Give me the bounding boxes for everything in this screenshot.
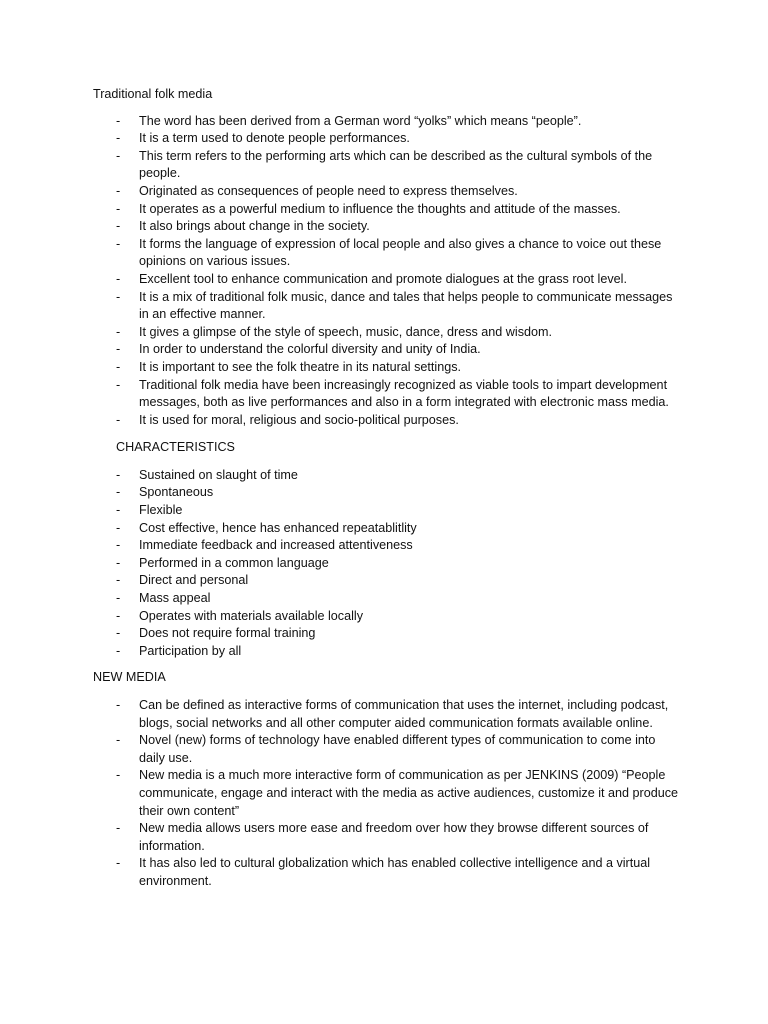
list-item	[116, 625, 683, 643]
bullet-dash: -	[116, 359, 121, 374]
list-item-text: It is used for moral, religious and socio-political purposes.	[139, 412, 459, 427]
bullet-dash: -	[116, 643, 121, 658]
list-item	[116, 537, 683, 555]
list-item	[116, 502, 683, 520]
list-item	[116, 767, 683, 820]
list-item	[116, 377, 683, 412]
bullet-dash: -	[116, 289, 121, 304]
list-item	[116, 183, 683, 201]
list-item	[116, 236, 683, 271]
list-item	[116, 590, 683, 608]
bullet-dash: -	[116, 324, 121, 339]
list-item-text: Spontaneous	[139, 485, 214, 500]
list-item	[116, 341, 683, 359]
new-media-heading: NEW MEDIA	[93, 670, 166, 685]
list-item	[116, 820, 683, 855]
characteristics-list	[116, 467, 683, 661]
list-item-text: It has also led to cultural globalization which has enabled collective intelligence and a virtual environment.	[139, 856, 651, 888]
list-item-text: It is a term used to denote people performances.	[139, 131, 410, 146]
list-item-text: Participation by all	[139, 643, 242, 658]
bullet-dash: -	[116, 201, 121, 216]
list-item-text: Flexible	[139, 503, 183, 518]
list-item	[116, 130, 683, 148]
list-item-text: Traditional folk media have been increasingly recognized as viable tools to impart development messages, both as live performances and also in a form integrated with electronic mass media.	[139, 377, 669, 410]
bullet-dash: -	[116, 236, 121, 251]
bullet-dash: -	[116, 768, 121, 783]
list-item	[116, 201, 683, 219]
list-item	[116, 608, 683, 626]
list-item-text: Excellent tool to enhance communication and promote dialogues at the grass root level.	[139, 271, 627, 286]
bullet-dash: -	[116, 412, 121, 427]
bullet-dash: -	[116, 219, 121, 234]
document-title: Traditional folk media	[93, 87, 213, 101]
bullet-dash: -	[116, 573, 121, 588]
bullet-dash: -	[116, 342, 121, 357]
bullet-dash: -	[116, 608, 121, 623]
list-item	[116, 324, 683, 342]
list-item-text: This term refers to the performing arts which can be described as the cultural symbols of the people.	[139, 148, 653, 181]
bullet-dash: -	[116, 503, 121, 518]
list-item-text: New media is a much more interactive form of communication as per JENKINS (2009) “People communicate, engage and interact with the media as active audiences, customize it and produce their own content”	[139, 768, 679, 818]
list-item	[116, 412, 683, 430]
list-item	[116, 218, 683, 236]
bullet-dash: -	[116, 113, 121, 128]
list-item	[116, 148, 683, 183]
list-item-text: It is a mix of traditional folk music, dance and tales that helps people to communicate messages in an effective manner.	[139, 289, 673, 322]
bullet-dash: -	[116, 520, 121, 535]
new-media-list	[116, 697, 683, 891]
list-item	[116, 643, 683, 661]
list-item-text: It also brings about change in the society.	[139, 219, 370, 234]
list-item-text: Novel (new) forms of technology have enabled different types of communication to come into daily use.	[139, 733, 656, 765]
bullet-dash: -	[116, 467, 121, 482]
list-item-text: Immediate feedback and increased attentiveness	[139, 538, 413, 553]
bullet-dash: -	[116, 555, 121, 570]
list-item-text: Originated as consequences of people need to express themselves.	[139, 183, 518, 198]
list-item-text: New media allows users more ease and freedom over how they browse different sources of information.	[139, 821, 649, 853]
list-item	[116, 359, 683, 377]
list-item-text: It is important to see the folk theatre in its natural settings.	[139, 359, 462, 374]
bullet-dash: -	[116, 698, 121, 712]
bullet-dash: -	[116, 821, 121, 836]
list-item-text: Direct and personal	[139, 573, 249, 588]
list-item	[116, 113, 683, 131]
list-item-text: It gives a glimpse of the style of speech, music, dance, dress and wisdom.	[139, 324, 552, 339]
list-item	[116, 572, 683, 590]
bullet-dash: -	[116, 148, 121, 163]
bullet-dash: -	[116, 591, 121, 606]
list-item	[116, 271, 683, 289]
list-item-text: Performed in a common language	[139, 555, 329, 570]
list-item-text: Sustained on slaught of time	[139, 467, 298, 482]
bullet-dash: -	[116, 626, 121, 641]
list-item-text: Mass appeal	[139, 591, 211, 606]
list-item-text: Can be defined as interactive forms of communication that uses the internet, including podcast, blogs, social networks and all other computer aided communication formats available online.	[139, 698, 669, 730]
bullet-dash: -	[116, 856, 121, 871]
bullet-dash: -	[116, 271, 121, 286]
characteristics-heading: CHARACTERISTICS	[116, 440, 235, 455]
bullet-dash: -	[116, 538, 121, 553]
bullet-dash: -	[116, 377, 121, 392]
list-item-text: Does not require formal training	[139, 626, 316, 641]
list-item-text: Cost effective, hence has enhanced repeatablitlity	[139, 520, 417, 535]
bullet-dash: -	[116, 485, 121, 500]
bullet-dash: -	[116, 183, 121, 198]
list-item	[116, 555, 683, 573]
list-item	[116, 289, 683, 324]
list-item	[116, 484, 683, 502]
bullet-dash: -	[116, 131, 121, 146]
list-item	[116, 732, 683, 767]
list-item-text: It operates as a powerful medium to influence the thoughts and attitude of the masses.	[139, 201, 621, 216]
list-item-text: The word has been derived from a German word “yolks” which means “people”.	[139, 113, 582, 128]
document-content	[93, 86, 683, 901]
list-item-text: In order to understand the colorful diversity and unity of India.	[139, 342, 481, 357]
folk-media-list	[116, 113, 683, 430]
list-item	[116, 855, 683, 890]
bullet-dash: -	[116, 733, 121, 748]
list-item-text: It forms the language of expression of local people and also gives a chance to voice out these opinions on various issues.	[139, 236, 662, 269]
list-item	[116, 467, 683, 485]
list-item	[116, 697, 683, 732]
list-item-text: Operates with materials available locally	[139, 608, 363, 623]
list-item	[116, 520, 683, 538]
